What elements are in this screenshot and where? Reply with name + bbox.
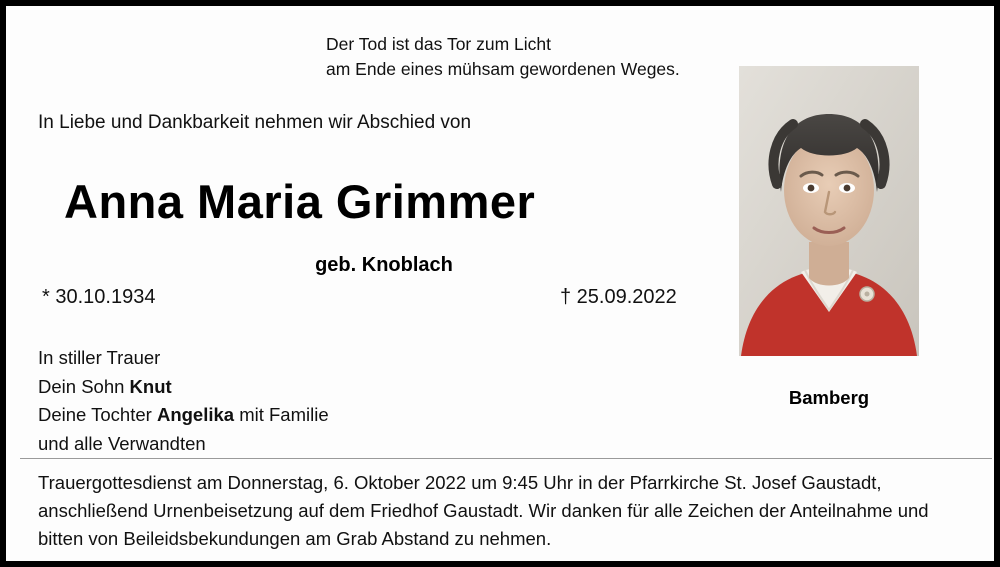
service-line-2: anschließend Urnenbeisetzung auf dem Friedhof Gaustadt. Wir danken für alle Zeichen der Anteilnahme und [38,500,929,522]
place-name: Bamberg [788,387,870,408]
mourners-son-prefix: Dein Sohn [38,375,130,397]
epigraph-line-2: am Ende eines mühsam gewordenen Weges. [326,59,680,80]
obituary-inner [6,6,994,561]
mourners-daughter-suffix: mit Familie [234,404,329,426]
maiden-name: geb. Knoblach [315,254,453,276]
mourners-daughter-prefix: Deine Tochter [38,404,157,426]
death-date: † 25.09.2022 [560,286,677,308]
deceased-name: Anna Maria Grimmer [64,175,536,228]
service-line-3: bitten von Beileidsbekundungen am Grab Abstand zu nehmen. [38,528,552,550]
mourners-son-name: Knut [129,375,172,397]
mourners-relatives: und alle Verwandten [38,433,206,455]
mourners-daughter-name: Angelika [156,404,235,426]
epigraph-line-1: Der Tod ist das Tor zum Licht [326,34,552,54]
mourners-heading: In stiller Trauer [38,347,161,368]
service-line-1: Trauergottesdienst am Donnerstag, 6. Oktober 2022 um 9:45 Uhr in der Pfarrkirche St. Josef Gaustadt, [38,472,882,493]
service-details [38,469,978,553]
mourners-son [38,373,329,402]
intro-text: In Liebe und Dankbarkeit nehmen wir Abschied von [38,112,472,133]
divider [20,458,992,459]
birth-date: * 30.10.1934 [42,286,156,308]
mourners-daughter [38,401,329,430]
mourners-block [38,344,329,459]
portrait-photo [739,66,919,356]
epigraph [326,32,746,83]
